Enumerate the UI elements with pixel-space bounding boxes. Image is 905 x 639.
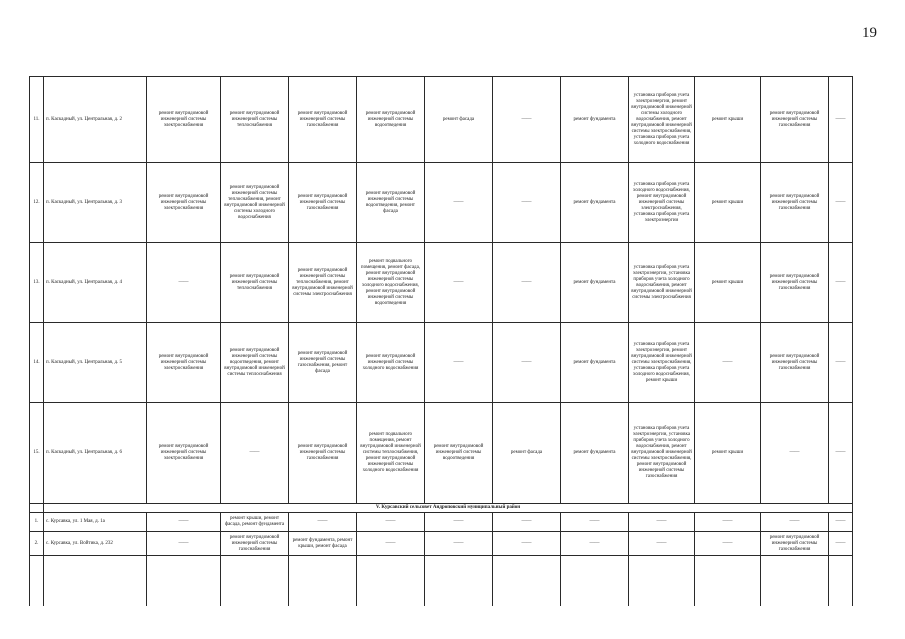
table-cell: ремонт фундамента [561,243,629,323]
table-cell: —— [829,513,853,532]
page-number: 19 [862,25,877,41]
table-row [30,532,853,556]
table-cell: —— [829,323,853,403]
table-cell [44,556,147,606]
table-cell: —— [561,513,629,532]
repair-schedule-table [29,76,853,606]
table-cell: ремонт крыши [695,163,761,243]
table-cell: ремонт внутридомовой инженерной системы газоснабжения [761,532,829,556]
table-cell: ремонт подвального помещения, ремонт внутридомовой инженерной системы теплоснабжения, ремонт внутридомовой инженерной системы холодного водоснабжения [357,403,425,504]
table-cell: ремонт фасада [493,403,561,504]
table-cell: —— [761,403,829,504]
table-cell: ремонт внутридомовой инженерной системы водоотведения [357,77,425,163]
table-cell: —— [289,513,357,532]
table-cell: —— [629,532,695,556]
table-cell: —— [829,163,853,243]
table-cell: —— [147,243,221,323]
table-cell: —— [493,532,561,556]
table-cell: ремонт фундамента [561,403,629,504]
table-cell: —— [493,163,561,243]
table-row [30,323,853,403]
table-cell: —— [147,532,221,556]
table-cell: —— [147,513,221,532]
table-cell: ремонт фасада [425,77,493,163]
table-cell: —— [493,323,561,403]
table-cell [761,556,829,606]
table-cell: ремонт внутридомовой инженерной системы газоснабжения [221,532,289,556]
table-cell: —— [493,243,561,323]
table-cell: —— [829,532,853,556]
table-cell: ремонт внутридомовой инженерной системы газоснабжения [289,403,357,504]
table-cell: —— [829,403,853,504]
table-row [30,513,853,532]
table-cell [221,556,289,606]
table-row [30,243,853,323]
table-cell [357,556,425,606]
table-cell: —— [695,532,761,556]
table-cell: ремонт внутридомовой инженерной системы теплоснабжения, ремонт внутридомовой инженерной системы электроснабжения [289,243,357,323]
section-header-row [30,504,853,513]
row-address: с. Курсавка, ул. Войтика, д. 232 [44,532,147,556]
table-cell: ремонт внутридомовой инженерной системы теплоснабжения, ремонт внутридомовой инженерной системы холодного водоснабжения [221,163,289,243]
row-number: 15. [30,403,44,504]
table-cell: установка приборов учета электроэнергии, ремонт внутридомовой инженерной системы холодного водоснабжения, ремонт внутридомовой инженерной системы электроснабжения, установка приборов учета холодного водоснабжения [629,77,695,163]
table-cell: —— [493,513,561,532]
table-cell: —— [357,513,425,532]
table-cell: ремонт внутридомовой инженерной системы водоотведения [425,403,493,504]
row-number: 1. [30,513,44,532]
table-cell: —— [425,163,493,243]
table-cell: —— [357,532,425,556]
table-cell: установка приборов учета электроэнергии, установка приборов учета холодного водоснабжения, ремонт внутридомовой инженерной системы электроснабжения, ремонт внутридомовой инженерной системы газоснабжения [629,403,695,504]
row-address: с. Курсавка, ул. 1 Мая, д. 1а [44,513,147,532]
table-cell: —— [695,323,761,403]
table-cell: ремонт внутридомовой инженерной системы газоснабжения [289,77,357,163]
table-cell: —— [829,243,853,323]
table-cell: ремонт внутридомовой инженерной системы электроснабжения [147,77,221,163]
table-cell: ремонт внутридомовой инженерной системы теплоснабжения [221,243,289,323]
table-cell: ремонт внутридомовой инженерной системы газоснабжения [761,323,829,403]
table-cell [30,504,44,513]
table-cell [493,556,561,606]
table-cell: установка приборов учета электроэнергии, установка приборов учета холодного водоснабжения, ремонт внутридомовой инженерной системы электроснабжения [629,243,695,323]
table-cell: ремонт внутридомовой инженерной системы водоотведения, ремонт внутридомовой инженерной системы теплоснабжения [221,323,289,403]
table-cell [30,556,44,606]
table-row [30,77,853,163]
row-address: п. Каскадный, ул. Центральная, д. 6 [44,403,147,504]
table-cell: ремонт фундамента [561,163,629,243]
table-cell: ремонт крыши [695,403,761,504]
table-cell: ремонт внутридомовой инженерной системы газоснабжения [761,77,829,163]
table-cell [289,556,357,606]
row-number: 11. [30,77,44,163]
table-cell: ремонт внутридомовой инженерной системы водоотведения, ремонт фасада [357,163,425,243]
table-cell: ремонт внутридомовой инженерной системы теплоснабжения [221,77,289,163]
table-cell: ремонт фундамента, ремонт крыши, ремонт фасада [289,532,357,556]
row-number: 12. [30,163,44,243]
row-number: 13. [30,243,44,323]
table-cell [829,556,853,606]
table-cell: ремонт крыши [695,77,761,163]
table-cell: —— [425,513,493,532]
table-row [30,163,853,243]
table-cell: —— [425,323,493,403]
table-cell: ремонт крыши, ремонт фасада, ремонт фундамента [221,513,289,532]
table-row [30,403,853,504]
table-cell: —— [629,513,695,532]
table-cell: ремонт внутридомовой инженерной системы электроснабжения [147,323,221,403]
row-address: п. Каскадный, ул. Центральная, д. 5 [44,323,147,403]
table-cell: установка приборов учета электроэнергии, ремонт внутридомовой инженерной системы электроснабжения, установка приборов учета холодного водоснабжения, ремонт крыши [629,323,695,403]
row-address: п. Каскадный, ул. Центральная, д. 4 [44,243,147,323]
table-cell: ремонт подвального помещения, ремонт фасада, ремонт внутридомовой инженерной системы холодного водоснабжения, ремонт внутридомовой инженерной системы водоотведения [357,243,425,323]
table-cell [147,556,221,606]
table-cell: —— [695,513,761,532]
table-cell [629,556,695,606]
table-cell: ремонт внутридомовой инженерной системы электроснабжения [147,403,221,504]
table-row-continuation [30,556,853,606]
table-cell [425,556,493,606]
row-number: 2. [30,532,44,556]
table-cell: ремонт внутридомовой инженерной системы газоснабжения [761,243,829,323]
table-cell: ремонт внутридомовой инженерной системы газоснабжения [761,163,829,243]
table-cell: ремонт крыши [695,243,761,323]
row-address: п. Каскадный, ул. Центральная, д. 3 [44,163,147,243]
table-cell: ремонт фундамента [561,77,629,163]
table-cell: —— [493,77,561,163]
table-cell: —— [221,403,289,504]
row-number: 14. [30,323,44,403]
table-cell [695,556,761,606]
table-cell: ремонт внутридомовой инженерной системы холодного водоснабжения [357,323,425,403]
table-cell: —— [829,77,853,163]
table-cell: ремонт фундамента [561,323,629,403]
table-cell: —— [425,532,493,556]
table-cell: —— [425,243,493,323]
table-cell: ремонт внутридомовой инженерной системы электроснабжения [147,163,221,243]
table-cell: установка приборов учета холодного водоснабжения, ремонт внутридомовой инженерной системы электроснабжения, установка приборов учета электроэнергии [629,163,695,243]
table-cell [561,556,629,606]
section-title: V. Курсавский сельсовет Андроповский муниципальный район [44,504,853,513]
row-address: п. Каскадный, ул. Центральная, д. 2 [44,77,147,163]
table-cell: —— [761,513,829,532]
table-cell: ремонт внутридомовой инженерной системы газоснабжения [289,163,357,243]
table-cell: —— [561,532,629,556]
table-cell: ремонт внутридомовой инженерной системы газоснабжения, ремонт фасада [289,323,357,403]
